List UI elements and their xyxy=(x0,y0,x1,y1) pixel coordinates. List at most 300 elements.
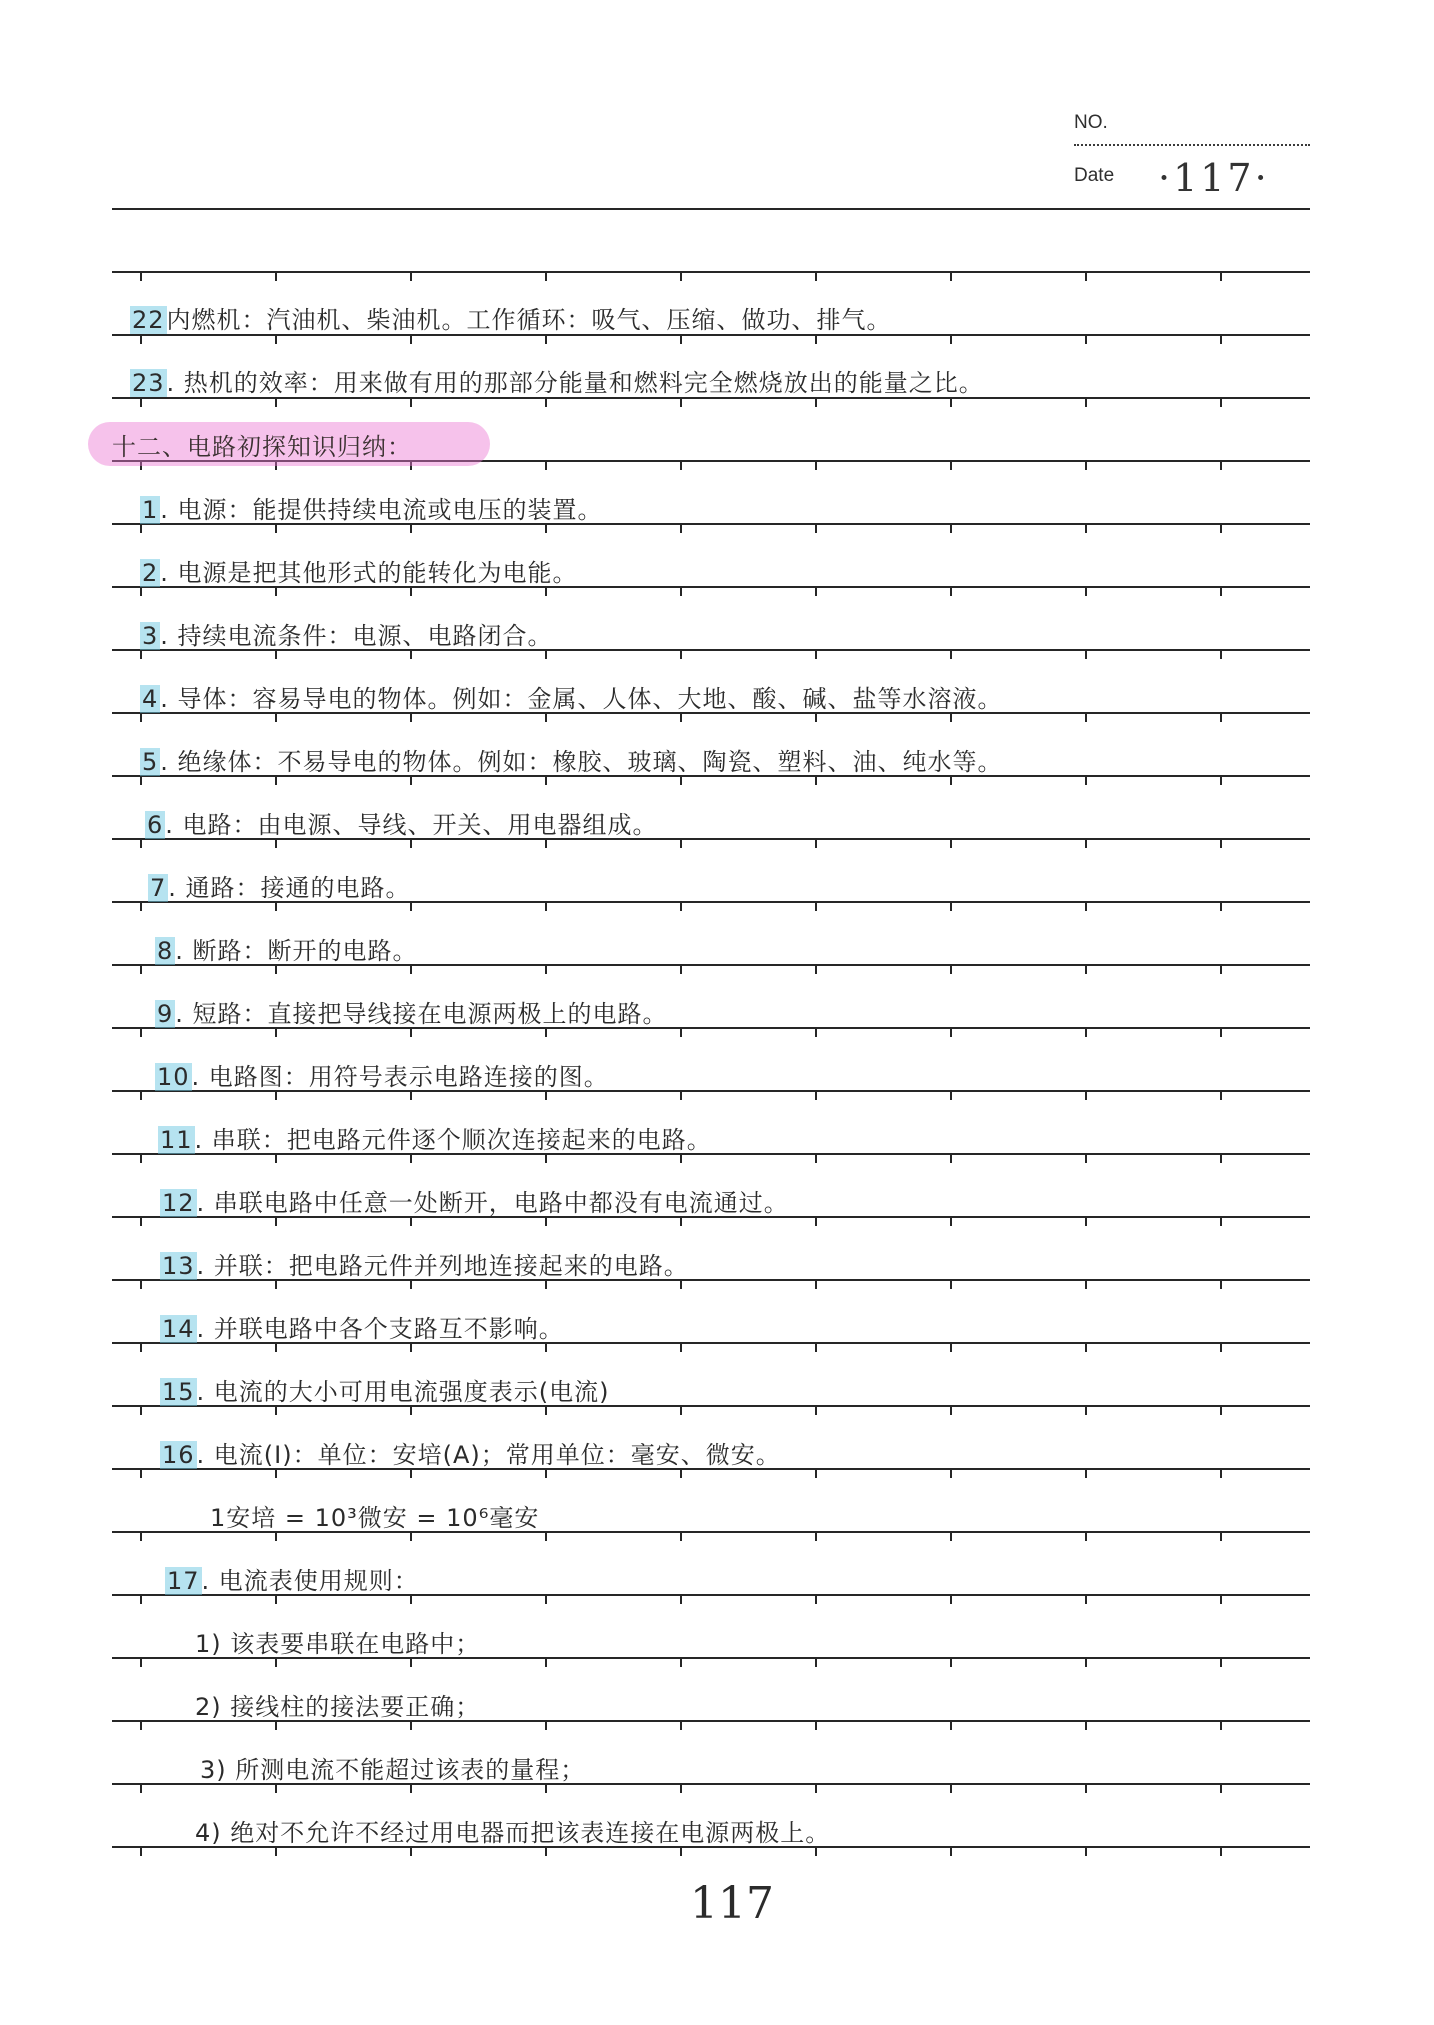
ruled-line-tick xyxy=(950,462,952,470)
ammeter-rule-4: 4) 绝对不允许不经过用电器而把该表连接在电源两极上。 xyxy=(195,1819,831,1847)
ruled-line-tick xyxy=(950,1155,952,1163)
ruled-line-tick xyxy=(1220,525,1222,533)
ruled-line-tick xyxy=(1220,462,1222,470)
ruled-line-tick xyxy=(815,966,817,974)
item-text: . 电流表使用规则： xyxy=(201,1567,419,1595)
ruled-line-tick xyxy=(410,1659,412,1667)
ruled-line-tick xyxy=(275,1344,277,1352)
ruled-line-tick xyxy=(815,588,817,596)
ruled-line-tick xyxy=(140,714,142,722)
item-number: 10 xyxy=(157,1063,190,1091)
ruled-line-tick xyxy=(140,1533,142,1541)
ruled-line-tick xyxy=(275,1659,277,1667)
note-item-2 xyxy=(140,553,578,588)
item-text: . 通路：接通的电路。 xyxy=(168,874,411,902)
ruled-line-tick xyxy=(950,1029,952,1037)
item-text: . 导体：容易导电的物体。例如：金属、人体、大地、酸、碱、盐等水溶液。 xyxy=(160,685,1003,713)
ruled-line-tick xyxy=(680,1785,682,1793)
ruled-line-tick xyxy=(545,1344,547,1352)
item-text: . 并联：把电路元件并列地连接起来的电路。 xyxy=(196,1252,689,1280)
ruled-line-tick xyxy=(1085,1281,1087,1289)
ruled-line-tick xyxy=(950,399,952,407)
ruled-line-tick xyxy=(680,1407,682,1415)
ruled-line-tick xyxy=(545,399,547,407)
ruled-line-tick xyxy=(410,1848,412,1856)
ruled-line-tick xyxy=(1085,651,1087,659)
date-label: Date xyxy=(1074,165,1115,186)
ruled-line-tick xyxy=(275,1281,277,1289)
ruled-line-tick xyxy=(815,336,817,344)
ruled-line-tick xyxy=(815,1218,817,1226)
ruled-line-tick xyxy=(1085,1155,1087,1163)
ruled-line-tick xyxy=(275,1470,277,1478)
ruled-line-tick xyxy=(545,1218,547,1226)
ruled-line-tick xyxy=(815,1029,817,1037)
ruled-line-tick xyxy=(680,1470,682,1478)
ruled-line-tick xyxy=(275,1722,277,1730)
ruled-line-tick xyxy=(140,777,142,785)
ruled-line-tick xyxy=(680,273,682,281)
ruled-line-tick xyxy=(275,903,277,911)
item-number: 12 xyxy=(162,1189,195,1217)
note-item-14 xyxy=(160,1309,564,1344)
ruled-line-tick xyxy=(140,273,142,281)
ruled-line-tick xyxy=(815,1533,817,1541)
ruled-line-tick xyxy=(680,1155,682,1163)
ruled-line-tick xyxy=(1085,1848,1087,1856)
ruled-line-tick xyxy=(1085,273,1087,281)
ruled-line-tick xyxy=(275,840,277,848)
ruled-line-tick xyxy=(140,1785,142,1793)
ruled-line-tick xyxy=(275,525,277,533)
ruled-line-tick xyxy=(950,1848,952,1856)
item-text: . 持续电流条件：电源、电路闭合。 xyxy=(160,622,553,650)
ruled-line-tick xyxy=(815,777,817,785)
ruled-line-tick xyxy=(140,399,142,407)
ruled-line-tick xyxy=(545,1596,547,1604)
ruled-line-tick xyxy=(680,1218,682,1226)
ruled-line-tick xyxy=(680,462,682,470)
item-number: 16 xyxy=(162,1441,195,1469)
ruled-line-tick xyxy=(545,525,547,533)
ruled-line-tick xyxy=(1220,1848,1222,1856)
ruled-line-tick xyxy=(545,840,547,848)
item-number: 7 xyxy=(150,874,167,902)
ruled-line-tick xyxy=(275,1848,277,1856)
ruled-line-tick xyxy=(275,588,277,596)
ruled-line-tick xyxy=(1220,1407,1222,1415)
item-number: 1 xyxy=(142,496,159,524)
ruled-line-tick xyxy=(815,462,817,470)
ruled-line-tick xyxy=(410,1155,412,1163)
ruled-line-tick xyxy=(950,651,952,659)
ruled-line-tick xyxy=(1220,777,1222,785)
date-value: ·117· xyxy=(1158,156,1270,200)
ruled-line-tick xyxy=(410,1785,412,1793)
ruled-line-tick xyxy=(950,1722,952,1730)
ruled-line-tick xyxy=(1220,1596,1222,1604)
ruled-line-tick xyxy=(545,1722,547,1730)
ruled-line-tick xyxy=(815,1092,817,1100)
ruled-line-tick xyxy=(140,966,142,974)
ruled-line-tick xyxy=(1085,336,1087,344)
item-number: 13 xyxy=(162,1252,195,1280)
ruled-line-tick xyxy=(275,966,277,974)
ruled-line-tick xyxy=(275,777,277,785)
ruled-line-tick xyxy=(545,903,547,911)
ruled-line-tick xyxy=(545,1533,547,1541)
note-item-7 xyxy=(148,868,411,903)
item-number: 23 xyxy=(132,369,165,397)
ruled-line-tick xyxy=(680,525,682,533)
ruled-line-tick xyxy=(1085,588,1087,596)
note-item-13 xyxy=(160,1246,689,1281)
ruled-line-tick xyxy=(545,1029,547,1037)
ruled-line-tick xyxy=(1220,651,1222,659)
ruled-line-tick xyxy=(815,1155,817,1163)
ruled-line-tick xyxy=(1220,1092,1222,1100)
note-item-8 xyxy=(155,931,418,966)
item-text: . 电路图：用符号表示电路连接的图。 xyxy=(191,1063,609,1091)
ruled-line-tick xyxy=(140,1407,142,1415)
ruled-line-tick xyxy=(140,336,142,344)
item-text: . 串联电路中任意一处断开，电路中都没有电流通过。 xyxy=(196,1189,789,1217)
ruled-line-tick xyxy=(140,1281,142,1289)
item-text: . 电流的大小可用电流强度表示(电流) xyxy=(196,1378,610,1406)
ruled-line-tick xyxy=(950,1533,952,1541)
ruled-line-tick xyxy=(680,399,682,407)
ruled-line-tick xyxy=(410,1029,412,1037)
ruled-line-tick xyxy=(1085,1407,1087,1415)
ruled-line-tick xyxy=(275,273,277,281)
ruled-line-tick xyxy=(1085,840,1087,848)
current-unit-formula: 1安培 = 10³微安 = 10⁶毫安 xyxy=(210,1504,540,1532)
ruled-line-tick xyxy=(410,336,412,344)
ruled-line-tick xyxy=(1085,1533,1087,1541)
ruled-line-tick xyxy=(680,966,682,974)
ruled-line-tick xyxy=(1085,903,1087,911)
ruled-line-tick xyxy=(1085,399,1087,407)
ruled-line-tick xyxy=(815,903,817,911)
ruled-line-tick xyxy=(410,1092,412,1100)
ruled-line-tick xyxy=(140,1470,142,1478)
note-item-23 xyxy=(130,363,984,398)
ruled-line-tick xyxy=(410,777,412,785)
ruled-line-tick xyxy=(1085,1344,1087,1352)
note-item-4 xyxy=(140,679,1003,714)
item-number: 2 xyxy=(142,559,159,587)
ruled-line-tick xyxy=(140,1029,142,1037)
item-number: 22 xyxy=(132,306,165,334)
ruled-line-tick xyxy=(545,1407,547,1415)
ruled-line-tick xyxy=(1085,525,1087,533)
ruled-line-tick xyxy=(1220,336,1222,344)
ruled-line-tick xyxy=(140,525,142,533)
item-number: 6 xyxy=(147,811,164,839)
ruled-line-tick xyxy=(950,1281,952,1289)
ruled-line-tick xyxy=(410,1407,412,1415)
ruled-line-tick xyxy=(275,1407,277,1415)
ruled-line-tick xyxy=(1085,1029,1087,1037)
item-text: . 绝缘体：不易导电的物体。例如：橡胶、玻璃、陶瓷、塑料、油、纯水等。 xyxy=(160,748,1003,776)
ammeter-rule-1: 1) 该表要串联在电路中； xyxy=(195,1630,481,1658)
item-text: . 并联电路中各个支路互不影响。 xyxy=(196,1315,564,1343)
ruled-line-tick xyxy=(410,1596,412,1604)
ruled-line-tick xyxy=(680,1533,682,1541)
ruled-line-tick xyxy=(815,525,817,533)
ruled-line-tick xyxy=(545,966,547,974)
item-text: . 热机的效率：用来做有用的那部分能量和燃料完全燃烧放出的能量之比。 xyxy=(166,369,984,397)
ruled-line-tick xyxy=(545,1848,547,1856)
page-number: 117 xyxy=(690,1878,774,1929)
ruled-line-tick xyxy=(275,1596,277,1604)
item-text: . 电路：由电源、导线、开关、用电器组成。 xyxy=(165,811,658,839)
item-number: 15 xyxy=(162,1378,195,1406)
ruled-line-tick xyxy=(140,1848,142,1856)
ruled-line-tick xyxy=(1220,1344,1222,1352)
ruled-line-tick xyxy=(410,903,412,911)
ruled-line-tick xyxy=(815,714,817,722)
ruled-line-tick xyxy=(275,1785,277,1793)
ruled-line-tick xyxy=(680,336,682,344)
ruled-line-tick xyxy=(1085,714,1087,722)
ruled-line-tick xyxy=(1085,1470,1087,1478)
ruled-line-tick xyxy=(410,1470,412,1478)
ruled-line-tick xyxy=(950,525,952,533)
ruled-line-tick xyxy=(545,777,547,785)
ruled-line-tick xyxy=(950,1596,952,1604)
ruled-line-tick xyxy=(1220,966,1222,974)
item-text: . 电源是把其他形式的能转化为电能。 xyxy=(160,559,578,587)
note-item-17 xyxy=(165,1561,419,1596)
ruled-line-tick xyxy=(1085,1659,1087,1667)
ruled-line-tick xyxy=(815,399,817,407)
ruled-line-tick xyxy=(1220,1029,1222,1037)
ruled-line-tick xyxy=(1085,462,1087,470)
ruled-line-tick xyxy=(950,1092,952,1100)
ruled-line-tick xyxy=(140,588,142,596)
ruled-line-tick xyxy=(815,273,817,281)
ruled-line-tick xyxy=(950,840,952,848)
ruled-line-tick xyxy=(275,399,277,407)
ammeter-rule-2: 2) 接线柱的接法要正确； xyxy=(195,1693,481,1721)
note-item-3 xyxy=(140,616,553,651)
ruled-line-tick xyxy=(410,1533,412,1541)
ruled-line-tick xyxy=(1220,1281,1222,1289)
note-item-1 xyxy=(140,490,603,525)
ruled-line-tick xyxy=(410,966,412,974)
ruled-line-tick xyxy=(680,651,682,659)
ruled-line-tick xyxy=(680,714,682,722)
ruled-line-tick xyxy=(680,1596,682,1604)
ruled-line-tick xyxy=(1220,1659,1222,1667)
ruled-line-tick xyxy=(680,1659,682,1667)
ruled-line-tick xyxy=(815,1596,817,1604)
ruled-line-tick xyxy=(1220,1785,1222,1793)
ruled-line-tick xyxy=(950,588,952,596)
ruled-line-tick xyxy=(950,1344,952,1352)
note-item-9 xyxy=(155,994,668,1029)
ruled-line-tick xyxy=(950,903,952,911)
ruled-line-tick xyxy=(140,840,142,848)
note-item-5 xyxy=(140,742,1003,777)
ruled-line-tick xyxy=(140,1218,142,1226)
ruled-line-tick xyxy=(545,1785,547,1793)
note-item-15 xyxy=(160,1372,610,1407)
ruled-line-tick xyxy=(950,273,952,281)
ruled-line-tick xyxy=(680,1848,682,1856)
ruled-line-tick xyxy=(275,1092,277,1100)
ruled-line-tick xyxy=(545,1092,547,1100)
ruled-line-tick xyxy=(1085,1722,1087,1730)
ruled-line-tick xyxy=(545,714,547,722)
item-text: . 断路：断开的电路。 xyxy=(175,937,418,965)
ruled-line-tick xyxy=(950,336,952,344)
ruled-line-tick xyxy=(410,1218,412,1226)
ruled-line-tick xyxy=(950,966,952,974)
item-number: 17 xyxy=(167,1567,200,1595)
note-item-10 xyxy=(155,1057,609,1092)
ruled-line-tick xyxy=(950,1470,952,1478)
ruled-line-tick xyxy=(410,651,412,659)
ruled-line-tick xyxy=(1220,1722,1222,1730)
ruled-line-tick xyxy=(1085,1596,1087,1604)
ruled-line-tick xyxy=(545,1281,547,1289)
ruled-line-tick xyxy=(140,651,142,659)
ruled-line-tick xyxy=(545,273,547,281)
ruled-line-tick xyxy=(815,1281,817,1289)
ruled-line-tick xyxy=(1220,840,1222,848)
no-field-line xyxy=(1074,144,1310,146)
ruled-line-tick xyxy=(1220,1218,1222,1226)
ruled-line-tick xyxy=(545,462,547,470)
section-title: 十二、电路初探知识归纳： xyxy=(112,433,412,461)
ruled-line-tick xyxy=(1220,903,1222,911)
ruled-line-tick xyxy=(950,1659,952,1667)
ruled-line-tick xyxy=(410,273,412,281)
ruled-line-tick xyxy=(140,1155,142,1163)
item-number: 5 xyxy=(142,748,159,776)
ruled-line-tick xyxy=(410,399,412,407)
ruled-line-tick xyxy=(140,1344,142,1352)
ruled-line-tick xyxy=(815,1785,817,1793)
ruled-line-tick xyxy=(1220,399,1222,407)
ruled-line-tick xyxy=(410,714,412,722)
ruled-line-tick xyxy=(545,651,547,659)
ruled-line-tick xyxy=(140,1092,142,1100)
ruled-line-tick xyxy=(950,1785,952,1793)
ruled-line-tick xyxy=(1220,1155,1222,1163)
ruled-line-tick xyxy=(1220,273,1222,281)
ruled-line-tick xyxy=(1085,1218,1087,1226)
ruled-line xyxy=(112,271,1310,273)
ruled-line-tick xyxy=(275,651,277,659)
ruled-line-tick xyxy=(410,840,412,848)
item-text: . 电流(I)：单位：安培(A)；常用单位：毫安、微安。 xyxy=(196,1441,781,1469)
ruled-line-tick xyxy=(1220,714,1222,722)
ruled-line-tick xyxy=(950,777,952,785)
ruled-line-tick xyxy=(815,651,817,659)
ruled-line-tick xyxy=(140,1596,142,1604)
ruled-line-tick xyxy=(545,1155,547,1163)
ruled-line-tick xyxy=(815,1659,817,1667)
ruled-line-tick xyxy=(410,1281,412,1289)
ruled-line-tick xyxy=(275,1218,277,1226)
ruled-line-tick xyxy=(275,1029,277,1037)
ruled-line-tick xyxy=(275,1533,277,1541)
ruled-line-tick xyxy=(680,840,682,848)
ruled-line-tick xyxy=(815,840,817,848)
ruled-line-tick xyxy=(950,1218,952,1226)
ruled-line-tick xyxy=(815,1407,817,1415)
ruled-line-tick xyxy=(1220,1470,1222,1478)
note-item-16 xyxy=(160,1435,781,1470)
ruled-line-tick xyxy=(275,1155,277,1163)
ruled-line-tick xyxy=(680,1029,682,1037)
ruled-line-tick xyxy=(815,1470,817,1478)
ruled-line-tick xyxy=(275,714,277,722)
note-item-11 xyxy=(158,1120,712,1155)
ruled-line-tick xyxy=(680,777,682,785)
item-number: 14 xyxy=(162,1315,195,1343)
note-item-22 xyxy=(130,300,892,335)
ruled-line-tick xyxy=(1085,1092,1087,1100)
item-text: 内燃机：汽油机、柴油机。工作循环：吸气、压缩、做功、排气。 xyxy=(166,306,892,334)
ruled-line-tick xyxy=(680,588,682,596)
ruled-line-tick xyxy=(140,903,142,911)
item-number: 3 xyxy=(142,622,159,650)
ruled-line-tick xyxy=(1085,1785,1087,1793)
ruled-line-tick xyxy=(1220,1533,1222,1541)
note-item-6 xyxy=(145,805,658,840)
item-text: . 串联：把电路元件逐个顺次连接起来的电路。 xyxy=(194,1126,712,1154)
ruled-line-tick xyxy=(950,1407,952,1415)
ruled-line-tick xyxy=(815,1344,817,1352)
ruled-line xyxy=(112,208,1310,210)
ruled-line-tick xyxy=(815,1848,817,1856)
item-number: 11 xyxy=(160,1126,193,1154)
ruled-line-tick xyxy=(1085,777,1087,785)
ruled-line-tick xyxy=(1085,966,1087,974)
item-number: 4 xyxy=(142,685,159,713)
ruled-line-tick xyxy=(680,903,682,911)
ruled-line-tick xyxy=(410,588,412,596)
ruled-line-tick xyxy=(275,336,277,344)
ammeter-rule-3: 3) 所测电流不能超过该表的量程； xyxy=(200,1756,586,1784)
no-label: NO. xyxy=(1074,112,1108,133)
ruled-line-tick xyxy=(410,525,412,533)
item-number: 8 xyxy=(157,937,174,965)
ruled-line-tick xyxy=(680,1092,682,1100)
ruled-line-tick xyxy=(950,714,952,722)
ruled-line-tick xyxy=(1220,588,1222,596)
ruled-line-tick xyxy=(545,336,547,344)
ruled-line-tick xyxy=(545,1659,547,1667)
item-number: 9 xyxy=(157,1000,174,1028)
ruled-line-tick xyxy=(680,1722,682,1730)
ruled-line-tick xyxy=(140,1659,142,1667)
ruled-line-tick xyxy=(680,1344,682,1352)
ruled-line-tick xyxy=(410,1344,412,1352)
ruled-line-tick xyxy=(140,1722,142,1730)
note-item-12 xyxy=(160,1183,789,1218)
item-text: . 短路：直接把导线接在电源两极上的电路。 xyxy=(175,1000,668,1028)
ruled-line-tick xyxy=(680,1281,682,1289)
ruled-line-tick xyxy=(545,588,547,596)
ruled-line-tick xyxy=(410,1722,412,1730)
ruled-line-tick xyxy=(815,1722,817,1730)
ruled-line-tick xyxy=(545,1470,547,1478)
